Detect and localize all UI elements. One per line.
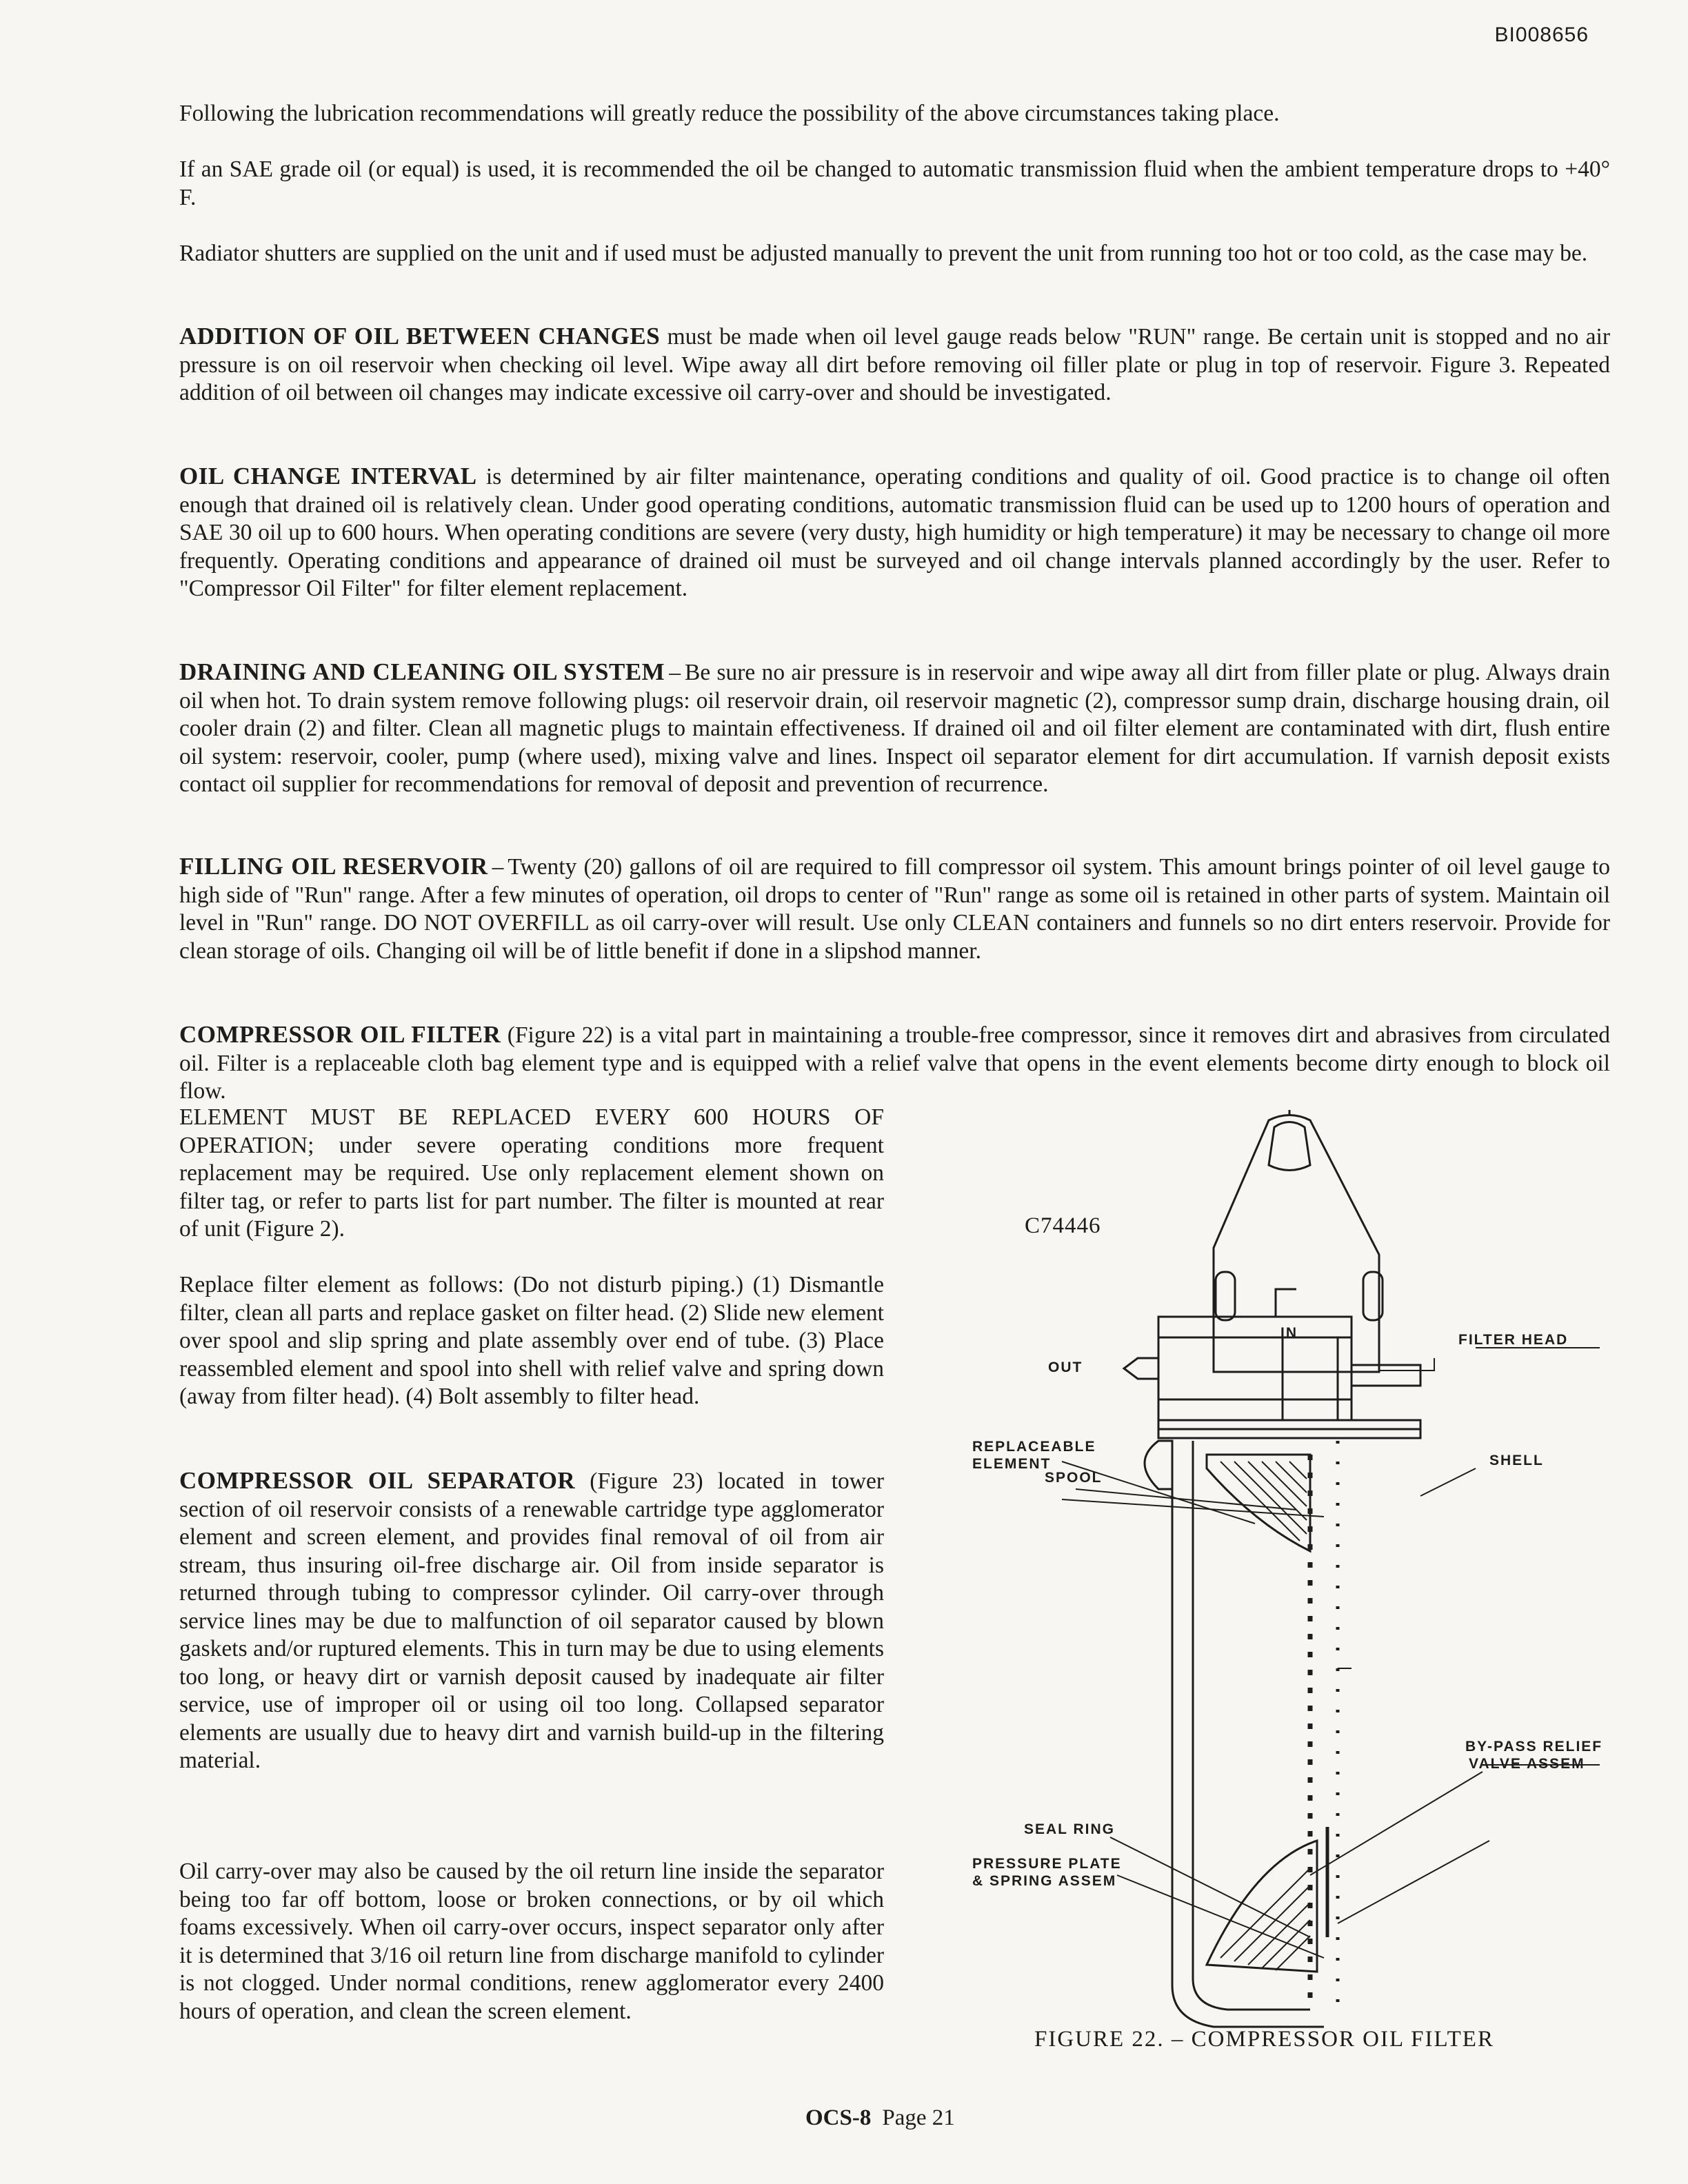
filter-head-block [1158,1317,1352,1420]
paragraph-replace-steps: Replace filter element as follows: (Do not disturb piping.) (1) Dismantle filter, clean all parts and replace gasket on filter head. (2) Slide new element over spool and slip spring and plate assembly over end of tube. (3) Place reassembled element and spool into shell with relief valve and spring down (away from filter head). (4) Bolt assembly to filter head. [179,1272,884,1409]
outlet-fitting [1352,1365,1420,1386]
filling-reservoir-body: Twenty (20) gallons of oil are required to fill compressor oil system. This amount brings pointer of oil level gauge to high side of "Run" range. After a few minutes of operation, oil drops to center of "Run" range as some oil is retained in other parts of system. Maintain oil level in "Run" range. DO NOT OVERFILL as oil carry-over will result. Use only CLEAN containers and funnels so no dirt enters reservoir. Provide for clean storage of oils. Changing oil will be of little benefit if done in a slipshod manner. [179,854,1610,964]
document-id: BI008656 [1494,23,1589,46]
dash-separator: – [492,854,504,880]
oil-change-interval-body: is determined by air filter maintenance, operating conditions and quality of oil. Good practice is to change oil often enough that drained oil is relatively clean. Under good operating conditions, automatic transmission fluid can be used up to 1200 hours of operation and SAE 30 oil up to 600 hours. When operating conditions are severe (very dusty, high humidity or high temperature) it may be necessary to change oil more frequently. Operating conditions and appearance of drained oil must be surveyed and oil change intervals planned accordingly by the user. Refer to "Compressor Oil Filter" for filter element replacement. [179,464,1610,601]
element-hatching [1220,1462,1310,1970]
label-replaceable: REPLACEABLE [972,1439,1096,1455]
label-pressure-plate: PRESSURE PLATE [972,1856,1122,1872]
paragraph-sae-oil: If an SAE grade oil (or equal) is used, it is recommended the oil be changed to automatic transmission fluid when the ambient temperature drops to +40° F. [179,156,1610,210]
heading-addition-of-oil: ADDITION OF OIL BETWEEN CHANGES [179,323,661,350]
mounting-hole [1269,1122,1310,1171]
section-oil-change-interval [179,463,1610,603]
label-element: ELEMENT [972,1456,1052,1472]
label-spring-assem: & SPRING ASSEM [972,1873,1117,1889]
heading-filling-reservoir: FILLING OIL RESERVOIR [179,853,488,880]
inlet-pipe [1276,1289,1296,1317]
shell-inner [1193,1441,1310,2010]
element-bottom-section [1207,1841,1317,1972]
footer-page-number: Page 21 [882,2105,955,2130]
figure-code: C74446 [1025,1213,1101,1238]
leader-lines [1062,1348,1603,1958]
paragraph-element-replacement: ELEMENT MUST BE REPLACED EVERY 600 HOURS OF OPERATION; under severe operating conditions more frequent replacement may be required. Use only replacement element shown on filter tag, or refer to parts list for part number. The filter is mounted at rear of unit (Figure 2). [179,1104,884,1242]
heading-oil-separator: COMPRESSOR OIL SEPARATOR [179,1467,576,1494]
label-out: OUT [1048,1359,1083,1375]
section-draining-cleaning [179,658,1610,799]
label-bypass-relief: BY-PASS RELIEF [1465,1739,1603,1755]
filter-cutaway-illustration [952,1110,1614,2068]
compressor-oil-filter-body: (Figure 22) is a vital part in maintaining a trouble-free compressor, since it removes dirt and abrasives from circulated oil. Filter is a replaceable cloth bag element type and is equipped with a relief valve that opens in the event elements become dirty enough to block oil flow. [179,1022,1610,1104]
paragraph-radiator-shutters: Radiator shutters are supplied on the unit and if used must be adjusted manually to prevent the unit from running too hot or too cold, as the case may be. [179,241,1588,266]
section-compressor-oil-filter [179,1021,1610,1106]
label-seal-ring: SEAL RING [1024,1821,1115,1837]
page-footer [805,2105,955,2131]
section-addition-of-oil [179,323,1610,407]
head-vertical-lines [1283,1337,1338,1420]
addition-of-oil-body: must be made when oil level gauge reads below "RUN" range. Be certain unit is stopped and no air pressure is on oil reservoir when checking oil level. Wipe away all dirt before removing oil filler plate or plug in top of reservoir. Figure 3. Repeated addition of oil between oil changes may indicate excessive oil carry-over and should be investigated. [179,324,1610,405]
dash-separator: – [669,660,681,685]
head-internal-lines [1158,1337,1352,1399]
gasket-profile [1145,1441,1172,1489]
label-shell: SHELL [1489,1453,1544,1468]
label-spool: SPOOL [1045,1470,1103,1486]
draining-cleaning-body: Be sure no air pressure is in reservoir and wipe away all dirt from filler plate or plug. Always drain oil when hot. To drain system remove following plugs: oil reservoir drain, oil reservoir magnetic (2), compressor sump drain, discharge housing drain, oil cooler drain (2) and filter. Clean all magnetic plugs to maintain effectiveness. If drained oil and oil filter element are contaminated with dirt, flush entire oil system: reservoir, cooler, pump (where used), mixing valve and lines. Inspect oil separator element for dirt accumulation. If varnish deposit exists contact oil supplier for recommendations for removal of deposit and prevention of recurrence. [179,660,1610,797]
oil-separator-body: (Figure 23) located in tower section of oil reservoir consists of a renewable cartridge type agglomerator element and screen element, and provides final removal of oil from air stream, thus insuring oil-free discharge air. Oil from inside separator is returned through tubing to compressor cylinder. Oil carry-over through service lines may be due to malfunction of oil separator caused by blown gaskets and/or ruptured elements. This in turn may be due to using elements too long, or heavy dirt or varnish deposit caused by inadequate air filter service, use of improper oil or using oil too long. Collapsed separator elements are usually due to heavy dirt and varnish build-up in the filtering material. [179,1468,884,1773]
port-left [1216,1272,1235,1320]
paragraph-lubrication: Following the lubrication recommendations will greatly reduce the possibility of the above circumstances taking place. [179,101,1280,126]
heading-compressor-oil-filter: COMPRESSOR OIL FILTER [179,1021,501,1048]
label-filter-head: FILTER HEAD [1458,1332,1569,1348]
footer-section: OCS-8 [805,2105,872,2130]
oil-filter-diagram [952,1110,1614,2068]
heading-draining-cleaning: DRAINING AND CLEANING OIL SYSTEM [179,658,665,685]
paragraph-oil-carryover: Oil carry-over may also be caused by the oil return line inside the separator being too far off bottom, loose or broken connections, or by oil which foams excessively. When oil carry-over occurs, inspect separator only after it is determined that 3/16 oil return line from discharge manifold to cylinder is not clogged. Under normal conditions, renew agglomerator every 2400 hours of operation, and clean the screen element. [179,1859,884,2024]
section-oil-separator [179,1467,884,1775]
out-port [1124,1358,1158,1379]
section-filling-reservoir [179,853,1610,965]
label-in: IN [1280,1325,1298,1341]
heading-oil-change-interval: OIL CHANGE INTERVAL [179,463,477,489]
figure-caption: FIGURE 22. – COMPRESSOR OIL FILTER [1034,2027,1494,2052]
label-valve-assem: VALVE ASSEM [1469,1756,1585,1772]
